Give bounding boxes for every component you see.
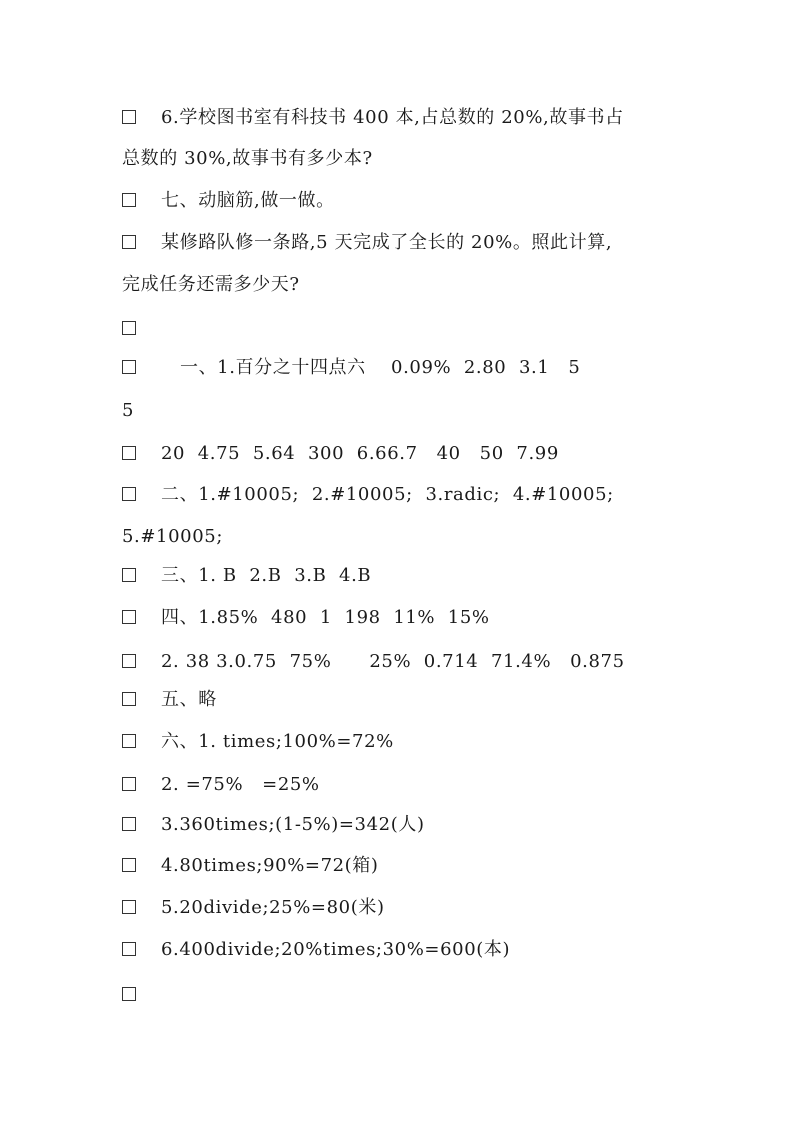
text-line: 二、1.#10005; 2.#10005; 3.radic; 4.#10005; xyxy=(122,484,614,506)
checkbox-icon xyxy=(122,777,136,791)
text-line: 五、略 xyxy=(122,689,217,711)
checkbox-icon xyxy=(122,235,136,249)
checkbox-icon xyxy=(122,446,136,460)
checkbox-icon xyxy=(122,110,136,124)
text-line: 2. 38 3.0.75 75% 25% 0.714 71.4% 0.875 xyxy=(122,651,625,673)
text-line-continuation: 5.#10005; xyxy=(122,526,223,547)
checkbox-icon xyxy=(122,568,136,582)
text-line: 6.学校图书室有科技书 400 本,占总数的 20%,故事书占 xyxy=(122,107,624,129)
text-line: 七、动脑筋,做一做。 xyxy=(122,190,335,212)
text-line: 六、1. times;100%=72% xyxy=(122,731,394,753)
text-line: 2. =75% =25% xyxy=(122,774,320,796)
text-line: 5.20divide;25%=80(米) xyxy=(122,897,385,919)
text-line-continuation: 5 xyxy=(122,400,135,421)
checkbox-icon xyxy=(122,692,136,706)
text-line: 20 4.75 5.64 300 6.66.7 40 50 7.99 xyxy=(122,443,559,465)
text-line: 一、1.百分之十四点六 0.09% 2.80 3.1 5 xyxy=(122,357,580,379)
checkbox-icon xyxy=(122,900,136,914)
text-line: 4.80times;90%=72(箱) xyxy=(122,855,379,877)
checkbox-icon xyxy=(122,734,136,748)
text-line xyxy=(122,984,161,1006)
text-line: 某修路队修一条路,5 天完成了全长的 20%。照此计算, xyxy=(122,232,612,254)
text-line: 3.360times;(1-5%)=342(人) xyxy=(122,814,425,836)
text-line-continuation: 总数的 30%,故事书有多少本? xyxy=(122,148,373,169)
checkbox-icon xyxy=(122,610,136,624)
text-line xyxy=(122,318,161,340)
text-line-continuation: 完成任务还需多少天? xyxy=(122,274,300,295)
text-line: 6.400divide;20%times;30%=600(本) xyxy=(122,939,510,961)
checkbox-icon xyxy=(122,487,136,501)
checkbox-icon xyxy=(122,321,136,335)
checkbox-icon xyxy=(122,858,136,872)
checkbox-icon xyxy=(122,942,136,956)
text-line: 三、1. B 2.B 3.B 4.B xyxy=(122,565,371,587)
text-line: 四、1.85% 480 1 198 11% 15% xyxy=(122,607,490,629)
checkbox-icon xyxy=(122,987,136,1001)
checkbox-icon xyxy=(122,193,136,207)
checkbox-icon xyxy=(122,654,136,668)
checkbox-icon xyxy=(122,360,136,374)
checkbox-icon xyxy=(122,817,136,831)
